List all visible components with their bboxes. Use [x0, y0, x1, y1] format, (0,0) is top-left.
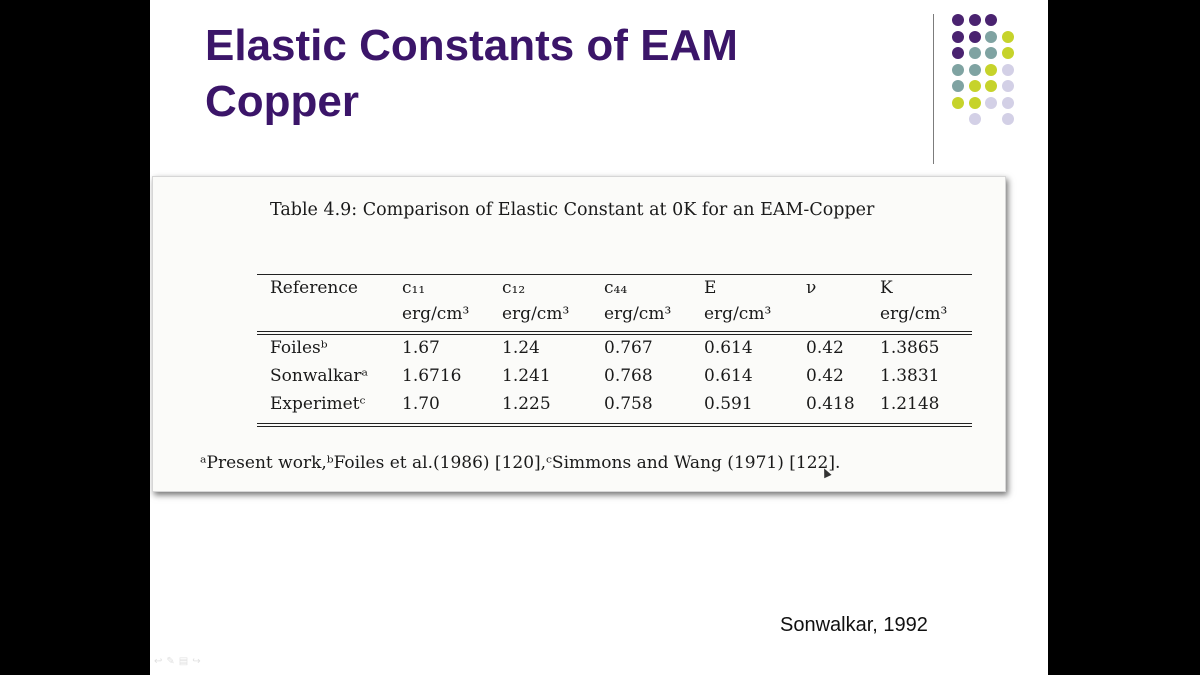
decorative-dot	[985, 97, 997, 109]
decorative-dot	[985, 14, 997, 26]
decorative-dot	[1002, 64, 1014, 76]
table-cell: Foilesᵇ	[270, 338, 328, 358]
decorative-dot	[952, 31, 964, 43]
table-header-cell: K	[880, 278, 893, 298]
table-header-rule-1	[257, 331, 972, 332]
decorative-dot	[952, 80, 964, 92]
table-header-unit: erg/cm³	[502, 304, 570, 324]
table-cell: 0.768	[604, 366, 653, 386]
table-cell: 0.42	[806, 366, 844, 386]
table-image	[152, 176, 1006, 492]
decorative-dot	[952, 14, 964, 26]
decorative-dot	[1002, 80, 1014, 92]
table-header-unit: erg/cm³	[704, 304, 772, 324]
table-cell: 1.67	[402, 338, 440, 358]
table-header-cell: c₄₄	[604, 278, 628, 298]
table-cell: 0.418	[806, 394, 855, 414]
table-cell: 0.614	[704, 366, 753, 386]
table-top-rule	[257, 274, 972, 275]
decorative-dot	[985, 31, 997, 43]
decorative-dot	[969, 80, 981, 92]
decorative-dot	[969, 14, 981, 26]
decorative-dot	[952, 97, 964, 109]
table-cell: 1.241	[502, 366, 551, 386]
table-header-cell: c₁₁	[402, 278, 426, 298]
table-header-cell: ν	[806, 278, 817, 298]
decorative-dot	[1002, 113, 1014, 125]
table-header-cell: c₁₂	[502, 278, 526, 298]
table-header-unit: erg/cm³	[402, 304, 470, 324]
slide	[150, 0, 1048, 675]
table-cell: 1.6716	[402, 366, 462, 386]
decorative-dot	[969, 64, 981, 76]
table-cell: 1.225	[502, 394, 551, 414]
table-cell: Sonwalkarᵃ	[270, 366, 369, 386]
decorative-dot	[985, 64, 997, 76]
table-header-unit: erg/cm³	[880, 304, 948, 324]
table-cell: 1.70	[402, 394, 440, 414]
slide-nav-icons[interactable]	[154, 656, 205, 667]
pen-icon[interactable]: ✎	[166, 656, 179, 667]
table-footnote: ᵃPresent work,ᵇFoiles et al.(1986) [120],ᶜSimmons and Wang (1971) [122].	[200, 453, 841, 473]
table-cell: Experimetᶜ	[270, 394, 366, 414]
decorative-dot	[985, 47, 997, 59]
table-header-unit: erg/cm³	[604, 304, 672, 324]
table-bottom-rule-2	[257, 426, 972, 427]
menu-icon[interactable]: ▤	[178, 656, 193, 667]
table-caption: Table 4.9: Comparison of Elastic Constant at 0K for an EAM-Copper	[270, 200, 875, 220]
decorative-dot	[952, 64, 964, 76]
table-cell: 1.3865	[880, 338, 940, 358]
table-header-cell: E	[704, 278, 717, 298]
table-cell: 0.591	[704, 394, 753, 414]
table-cell: 1.2148	[880, 394, 940, 414]
table-bottom-rule-1	[257, 423, 972, 424]
table-cell: 1.3831	[880, 366, 940, 386]
decorative-dot	[969, 97, 981, 109]
next-icon[interactable]: ↪	[192, 656, 205, 667]
previous-icon[interactable]: ↩	[154, 656, 167, 667]
decorative-dot	[1002, 31, 1014, 43]
table-header-rule-2	[257, 334, 972, 335]
table-cell: 0.758	[604, 394, 653, 414]
decorative-dot	[1002, 97, 1014, 109]
decorative-dot	[969, 113, 981, 125]
decorative-dot	[952, 47, 964, 59]
table-cell: 0.614	[704, 338, 753, 358]
title-divider	[933, 14, 934, 164]
table-header-cell: Reference	[270, 278, 358, 298]
decorative-dot	[969, 31, 981, 43]
decorative-dot	[985, 80, 997, 92]
table-cell: 1.24	[502, 338, 540, 358]
citation: Sonwalkar, 1992	[780, 614, 928, 636]
slide-title: Elastic Constants of EAM Copper	[205, 21, 738, 126]
table-cell: 0.42	[806, 338, 844, 358]
table-cell: 0.767	[604, 338, 653, 358]
decorative-dot	[1002, 47, 1014, 59]
decorative-dot	[969, 47, 981, 59]
